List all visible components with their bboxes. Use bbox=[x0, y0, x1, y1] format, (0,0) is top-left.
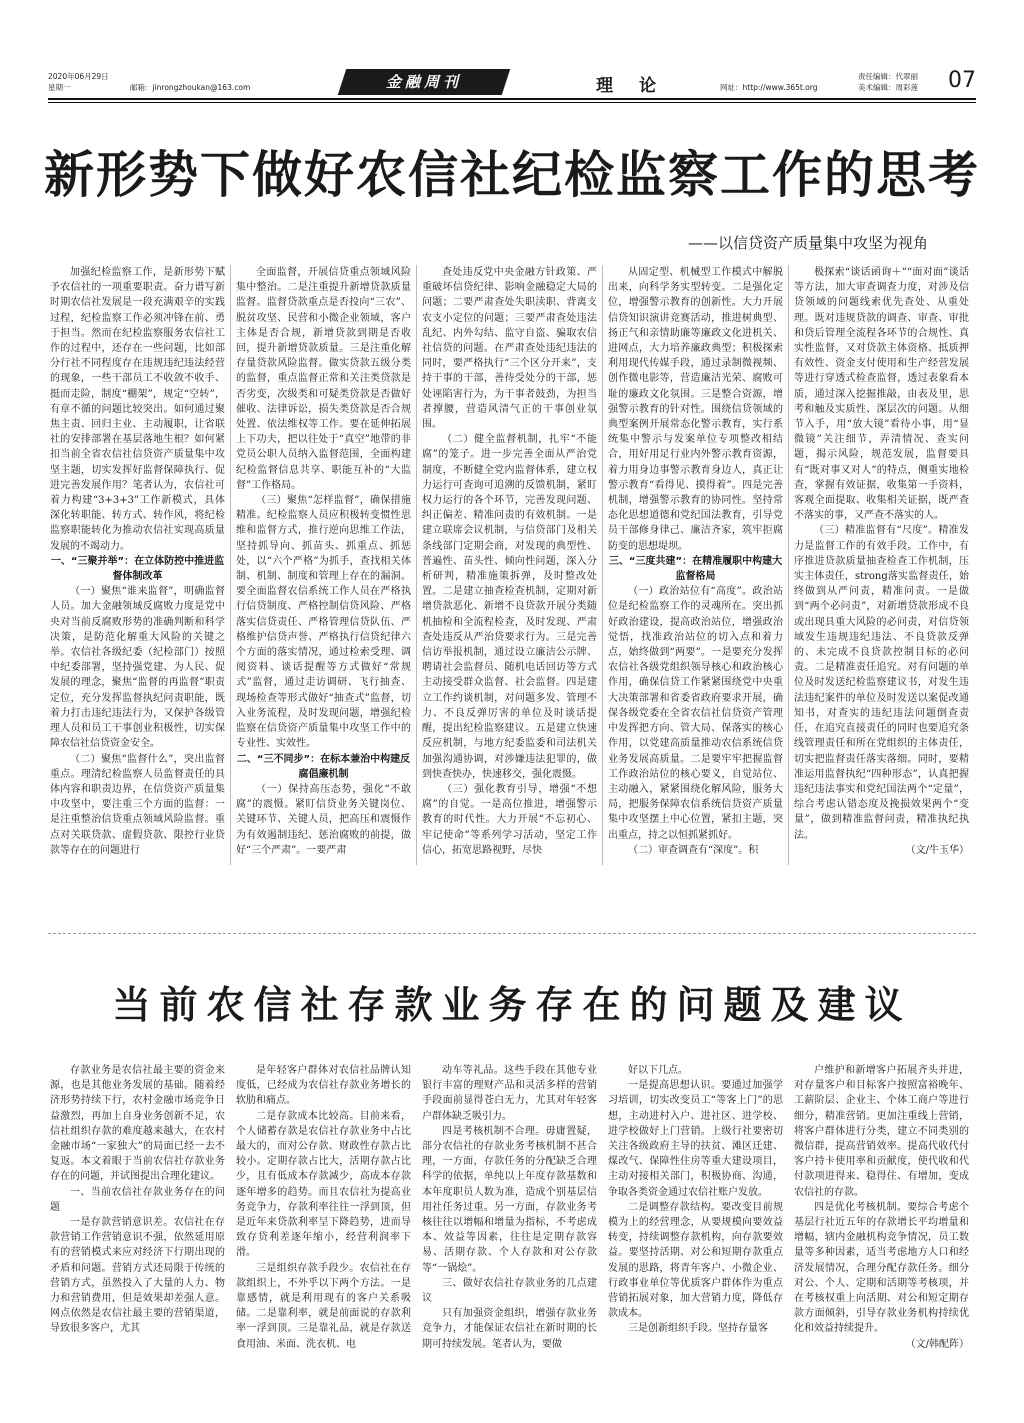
paragraph: 从固定型、机械型工作模式中解脱出来，向科学务实型转变。二是强化定位，增强警示教育的创新性。大力开展信贷知识演讲竞赛活动，推进树典型、扬正气和亲情助廉等廉政文化进机关、进网点，大力培养廉政典型；积极探索利用现代传媒手段，通过录制微视频、创作微电影等，营造廉洁光荣、腐败可耻的廉政文化氛围。三是整合资源，增强警示教育的针对性。围绕信贷领域的典型案例开展常态化警示教育，实行系统集中警示与发案单位专项整改相结合，用好用足行业内外警示教育资源，着力用身边事警示教育身边人，真正让警示教育“看得见、摸得着”。四是完善机制，增强警示教育的协同性。坚持常态化思想道德和党纪国法教育，引导党员干部修身律己、廉洁齐家，筑牢拒腐防变的思想堤坝。 bbox=[608, 267, 783, 552]
section-heading: 一、“三聚并举”：在立体防控中推进监督体制改革 bbox=[50, 555, 225, 583]
article1-subtitle: ——以信贷资产质量集中攻坚为视角 bbox=[687, 234, 928, 252]
text-column bbox=[422, 1063, 597, 1373]
section-title: 理论 bbox=[596, 76, 682, 96]
paragraph: 存款业务是农信社最主要的资金来源，也是其他业务发展的基础。随着经济形势持续下行，农村金融市场竞争日益激烈，再加上自身业务创新不足，农信社组织存款的难度越来越大，在农村金融市场“一家独大”的局面已经一去不复返。本文着眼于当前农信社存款业务存在的问题，并试图提出合理化建议。 bbox=[50, 1065, 225, 1183]
paragraph: 二是调整存款结构。要改变目前规模为上的经营理念，从要规模向要效益转变，持续调整存款机构，向存款要效益。要坚持活期、对公和短期存款重点发展的思路，将青年客户、小微企业、行政事业单位等优质客户群体作为重点营销拓展对象，加大营销力度，降低存款成本。 bbox=[608, 1201, 783, 1320]
paragraph: （一）聚焦“谁来监督”，明确监督人员。加大金融领域反腐败力度是党中央对当前反腐败形势的准确判断和科学决策，是防范化解重大风险的关键之举。农信社各级纪委（纪检部门）按照中纪委部署，坚持强党建、为人民、促发展的理念，聚焦“监督的再监督”职责定位，充分发挥监督执纪问责职能，既着力打击违纪违法行为，又保护各级管理人员和员工干事创业积极性，切实保障农信社信贷资金安全。 bbox=[50, 586, 225, 750]
paragraph: 好以下几点。 bbox=[628, 1065, 688, 1076]
paragraph: 三、做好农信社存款业务的几点建议 bbox=[422, 1277, 597, 1305]
paragraph: 加强纪检监察工作，是新形势下赋予农信社的一项重要职责。奋力谱写新时期农信社发展是一段充满艰辛的实践过程，纪检监察工作必须冲锋在前、勇于担当。然而在纪检监察服务农信社工作的过程中，还存在一些问题，比如部分行社不同程度存在违规违纪违法经营的现象，一些干部员工不收敛不收手、挺而走险，制度“棚架”，规定“空转”，有章不循的问题比较突出。如何通过聚焦主责、回归主业、主动履职，让省联社的安排部署在基层落地生根？如何紧扣当前全省农信社信贷资产质量集中攻坚主题，切实发挥好监督保障执行、促进完善发展作用？笔者认为，农信社可着力构建“3+3+3”工作新模式，具体深化转职能、转方式、转作风，将纪检监察职能转化为推动农信社实现高质量发展的不竭动力。 bbox=[50, 267, 225, 552]
text-column bbox=[50, 1063, 225, 1373]
page-number: 07 bbox=[948, 68, 976, 93]
paragraph: 户维护和新增客户拓展齐头并进，对存量客户和目标客户按照富裕晚年、工薪阶层、企业主、个体工商户等进行细分，精准营销。更加注重线上营销，将客户群体进行分类，建立不同类别的微信群，提高营销效率。提高代收代付客户持卡使用率和贡献度，使代收和代付款项进得来、稳得住、有增加，变成农信社的存款。 bbox=[794, 1065, 969, 1198]
paragraph: 二是存款成本比较高。目前来看，个人储蓄存款是农信社存款业务中占比最大的，而对公存款、财政性存款占比较小。定期存款占比大，活期存款占比少，且有低成本存款减少，高成本存款逐年增多的趋势。而且农信社为提高业务竞争力，存款利率往往一浮到顶，但是近年来贷款利率呈下降趋势，进而导致存贷利差逐年缩小，经营利润率下滑。 bbox=[236, 1110, 411, 1259]
paragraph: （一）政治站位有“高度”。政治站位是纪检监察工作的灵魂所在。突出抓好政治建设，提高政治站位，增强政治觉悟，找准政治站位的切入点和着力点，始终做到“两要”。一是要充分发挥农信社各级党组织领导核心和政治核心作用，确保信贷工作紧紧围绕党中央重大决策部署和省委省政府要求开展，确保各级党委在全省农信社信贷资产管理中发挥把方向、管大局、保落实的核心作用，以党建高质量推动农信系统信贷业务发展高质量。二是要牢牢把握监督工作政治站位的核心要义，自觉站位、主动融入，紧紧围绕化解风险，服务大局，把服务保障农信系统信贷资产质量集中攻坚摆上中心位置，紧扣主题，突出重点，持之以恒抓紧抓好。 bbox=[608, 586, 783, 841]
text-column bbox=[422, 265, 597, 870]
article2-body bbox=[50, 1063, 974, 1373]
article1-body bbox=[50, 265, 974, 870]
paragraph: 三是创新组织手段。坚持存量客 bbox=[628, 1323, 768, 1335]
paragraph: 一、当前农信社存款业务存在的问题 bbox=[50, 1186, 225, 1213]
website: 网址：http://www.365t.org bbox=[720, 83, 818, 92]
paragraph: 全面监督，开展信贷重点领域风险集中整治。二是注重提升新增贷款质量监督。监督贷款重点是否投向“三农”、脱贫攻坚、民营和小微企业领域，客户主体是否合规，新增贷款到期是否收回，提升新增贷款质量。三是注重化解存量贷款风险监督。做实贷款五级分类的监督，重点监督正常和关注类贷款是否劣变，次级类和可疑类贷款是否做好催收、法律诉讼，损失类贷款是否合规处置、依法维权等工作。要在延伸拓展上下功夫，把以往处于“真空”地带的非党员公职人员纳入监督范围，全面构建纪检监督信息共享、职能互补的“大监督”工作格局。 bbox=[236, 267, 411, 491]
paragraph: （二）审查调查有“深度”。积 bbox=[628, 844, 759, 856]
weekday: 星期一 bbox=[48, 83, 71, 92]
issue-date: 2020年06月29日 bbox=[48, 72, 109, 81]
column-rule bbox=[230, 265, 231, 865]
column-rule bbox=[602, 265, 603, 865]
paragraph: 三是组织存款手段少。农信社在存款组织上，不外乎以下两个方法。一是靠感情，就是利用现有的客户关系吸储。二是靠利率，就是前面说的存款利率一浮到顶。三是靠礼品，就是存款送食用油、米面、洗衣机、电 bbox=[236, 1262, 411, 1350]
header-rule-thin bbox=[48, 102, 976, 103]
paragraph: 四是优化考核机制。要综合考虑个基层行社近五年的存款增长平均增量和增幅，辖内金融机构竞争情况，员工数量等多种因素，适当考虑地方人口和经济发展情况，合理分配存款任务。细分对公、个人、定期和活期等考核项，并在考核权重上向活期、对公和短定期存款方面倾斜，引导存款业务机构持续优化和效益持续提升。 bbox=[794, 1201, 969, 1335]
text-column bbox=[794, 265, 969, 870]
text-column bbox=[236, 1063, 411, 1373]
article2-title: 当前农信社存款业务存在的问题及建议 bbox=[112, 982, 912, 1027]
masthead bbox=[338, 69, 510, 95]
section-heading: 三、“三度共建”：在精准履职中构建大监督格局 bbox=[608, 555, 783, 583]
text-column bbox=[608, 1063, 783, 1373]
paragraph: （一）保持高压态势，强化“不敢腐”的震慑。紧盯信贷业务关键岗位、关键环节、关键人员，把高压和震慑作为有效遏制违纪、惩治腐败的前提，做好“三个严肃”。一要严肃 bbox=[236, 783, 411, 856]
text-column bbox=[50, 265, 225, 870]
column-rule bbox=[416, 265, 417, 865]
paragraph: （三）聚焦“怎样监督”，确保措施精准。纪检监察人员应积极转变惯性思维和监督方式，推行逆向思维工作法，坚持抓导向、抓苗头、抓重点、抓惩处，以“六个严格”为抓手，查找相关体制、机制、制度和管理上存在的漏洞。要全面监督农信系统工作人员在严格执行信贷制度、严格控制信贷风险、严格落实信贷责任、严格管理信贷队伍、严格维护信贷声誉、严格执行信贷纪律六个方面的落实情况，通过检索受理、调阅资料、谈话提醒等方式做好“常规式”监督，通过走访调研、飞行抽查、现场检查等形式做好“抽查式”监督，切入业务流程，及时发现问题，增强纪检监察在信贷资产质量集中攻坚工作中的专业性、实效性。 bbox=[236, 495, 411, 750]
paragraph: 是年轻客户群体对农信社品牌认知度低，已经成为农信社存款业务增长的软肋和痛点。 bbox=[236, 1065, 411, 1107]
paragraph: 动车等礼品。这些手段在其他专业银行丰富的理财产品和灵活多样的营销手段面前显得苍白无力，尤其对年轻客户群体缺乏吸引力。 bbox=[422, 1065, 597, 1122]
editor: 责任编辑：代翠丽 bbox=[858, 72, 918, 81]
paragraph: 极探索“谈话函询＋”“面对面”谈话等方法，加大审查调查力度，对涉及信贷领域的问题线索优先查处、从重处理。既对违规贷款的调查、审查、审批和贷后管理全流程各环节的合规性、真实性监督，又对贷款主体资格、抵质押有效性、资金支付使用和生产经营发展等进行穿透式检查监督，透过表象看本质，通过深入挖掘推敲，由表及里，思考和触及实质性、深层次的问题。从细节入手，用“放大镜”看待小事，用“显微镜”关注细节，弄清情况、查实问题，揭示风险，规范发展，监督要具有“既对事又对人”的特点，侧重实地检查，掌握有效证据，收集第一手资料，客观全面提取、收集相关证据，既严查不落实的事，又严查不落实的人。 bbox=[794, 267, 969, 522]
article1-title: 新形势下做好农信社纪检监察工作的思考 bbox=[44, 145, 980, 204]
paragraph: （三）精准监督有“尺度”。精准发力是监督工作的有效手段。工作中，有序推进贷款质量抽查检查工作机制，压实主体责任，strong落实监督责任，始终做到从严问责，精准问责。一是做到“两个必问责”，对新增贷款形成不良或出现具重大风险的必问责，对信贷领域发生违规违纪违法、不良贷款反弹的、未完成不良贷款控制目标的必问责。二是精准责任追究。对有问题的单位及时发送纪检监察建议书，对发生违法违纪案件的单位及时发送以案促改通知书，对查实的违纪违法问题倒查责任，在追究直接责任的同时也要追究条线管理责任和所在党组织的主体责任，切实把监督责任落实落细。同时，要精准运用监督执纪“四种形态”，认真把握违纪违法事实和党纪国法两个“定量”，综合考虑认错态度及挽损效果两个“变量”，做到精准监督问责，精准执纪执法。 bbox=[794, 525, 969, 841]
page-header bbox=[48, 68, 976, 98]
paragraph: （二）聚焦“监督什么”，突出监督重点。理清纪检监察人员监督责任的具体内容和职责边界，在信贷资产质量集中攻坚中，要注重三个方面的监督：一是注重整治信贷重点领域风险监督。重点对关联贷款、虚假贷款、限控行业贷款等存在的问题进行 bbox=[50, 753, 225, 856]
art-editor: 美术编辑：周彩莲 bbox=[858, 83, 918, 92]
text-column bbox=[236, 265, 411, 870]
article-divider bbox=[48, 933, 976, 934]
paragraph: 查处违反党中央金融方针政策、严重破坏信贷纪律、影响金融稳定大局的问题；二要严肃查处失职渎职、背离支农支小定位的问题；三要严肃查处违法乱纪、内外勾结、监守自盗、骗取农信社信贷的问题。在严肃查处违纪违法的同时，要严格执行“三个区分开来”，支持干事的干部，善待受处分的干部，惩处诬陷害行为，为干事者鼓劲，为担当者撑腰，营造风清气正的干事创业氛围。 bbox=[422, 267, 597, 431]
text-column bbox=[608, 265, 783, 870]
masthead-text: 金融周刊 bbox=[385, 73, 462, 91]
paragraph: （三）强化教育引导，增强“不想腐”的自觉。一是高位推进，增强警示教育的时代性。大力开展“不忘初心、牢记使命”等系列学习活动，坚定工作信心，拓宽思路视野，尽快 bbox=[422, 783, 597, 856]
paragraph: 只有加强资金组织，增强存款业务竞争力，才能保证农信社在新时期的长期可持续发展。笔者认为，要做 bbox=[422, 1308, 597, 1350]
column-rule bbox=[788, 265, 789, 865]
header-rule bbox=[48, 98, 976, 100]
byline: （文/韩配阵） bbox=[905, 1338, 969, 1350]
byline: （文/牛玉华） bbox=[905, 844, 969, 856]
paragraph: 一是存款营销意识差。农信社在存款营销工作营销意识不强，依然延用原有的营销模式来应对经济下行期出现的矛盾和问题。营销方式还局限于传统的营销方式，虽然投入了大量的人力、物力和营销费用，但是效果却差强人意。网点依然是农信社最主要的营销渠道，导致很多客户，尤其 bbox=[50, 1217, 225, 1335]
text-column bbox=[794, 1063, 969, 1373]
paragraph: 一是提高思想认识。要通过加强学习培训，切实改变员工“等客上门”的思想，主动进村入户、进社区、进学校、进学校做好上门营销。上级行社要密切关注各级政府主导的扶贫、滩区迁建、煤改气、保障性住房等重大建设项目，主动对接相关部门，积极协商、沟通，争取各类资金通过农信社账户发放。 bbox=[608, 1080, 783, 1198]
paragraph: 四是考核机制不合理。毋庸置疑，部分农信社的存款业务考核机制不甚合理，一方面，存款任务的分配缺乏合理科学的依据，单纯以上年度存款基数和本年度职员人数为准，造成个别基层信用社任务过重。另一方面，存款业务考核往往以增幅和增量为指标，不考虑成本、效益等因素，往往是定期存款容易、活期存款、个人存款和对公存款等“一锅烩”。 bbox=[422, 1125, 597, 1274]
section-heading: 二、“三不同步”：在标本兼治中构建反腐倡廉机制 bbox=[236, 753, 411, 780]
paragraph: （二）健全监督机制，扎牢“不能腐”的笼子。进一步完善全面从严治党制度，不断健全党内监督体系，建立权力运行可查询可追溯的反馈机制，紧盯权力运行的各个环节，完善发现问题、纠正偏差、精准问责的有效机制。一是建立联席会议机制，与信贷部门及相关条线部门定期会商，对发现的典型性、普遍性、苗头性、倾向性问题，深入分析研判，精准施策拆弹，及时整改处置。二是建立抽查检查机制，定期对新增贷款恶化、新增不良贷款开展分类随机抽检和全流程检查，及时发现、严肃查处违反从严治贷要求行为。三是完善信访举报机制，通过设立廉洁公示牌、聘请社会监督员、随机电话回访等方式主动接受群众监督、社会监督。四是建立工作约谈机制，对问题多发、管理不力、不良反弹厉害的单位及时谈话提醒，提出纪检监察建议。五是建立快速反应机制，与地方纪委监委和司法机关加强沟通协调，对涉嫌违法犯罪的，做到快查快办，快速移交，强化震慑。 bbox=[422, 434, 597, 780]
email: 邮箱：jinrongzhoukan@163.com bbox=[130, 83, 251, 92]
